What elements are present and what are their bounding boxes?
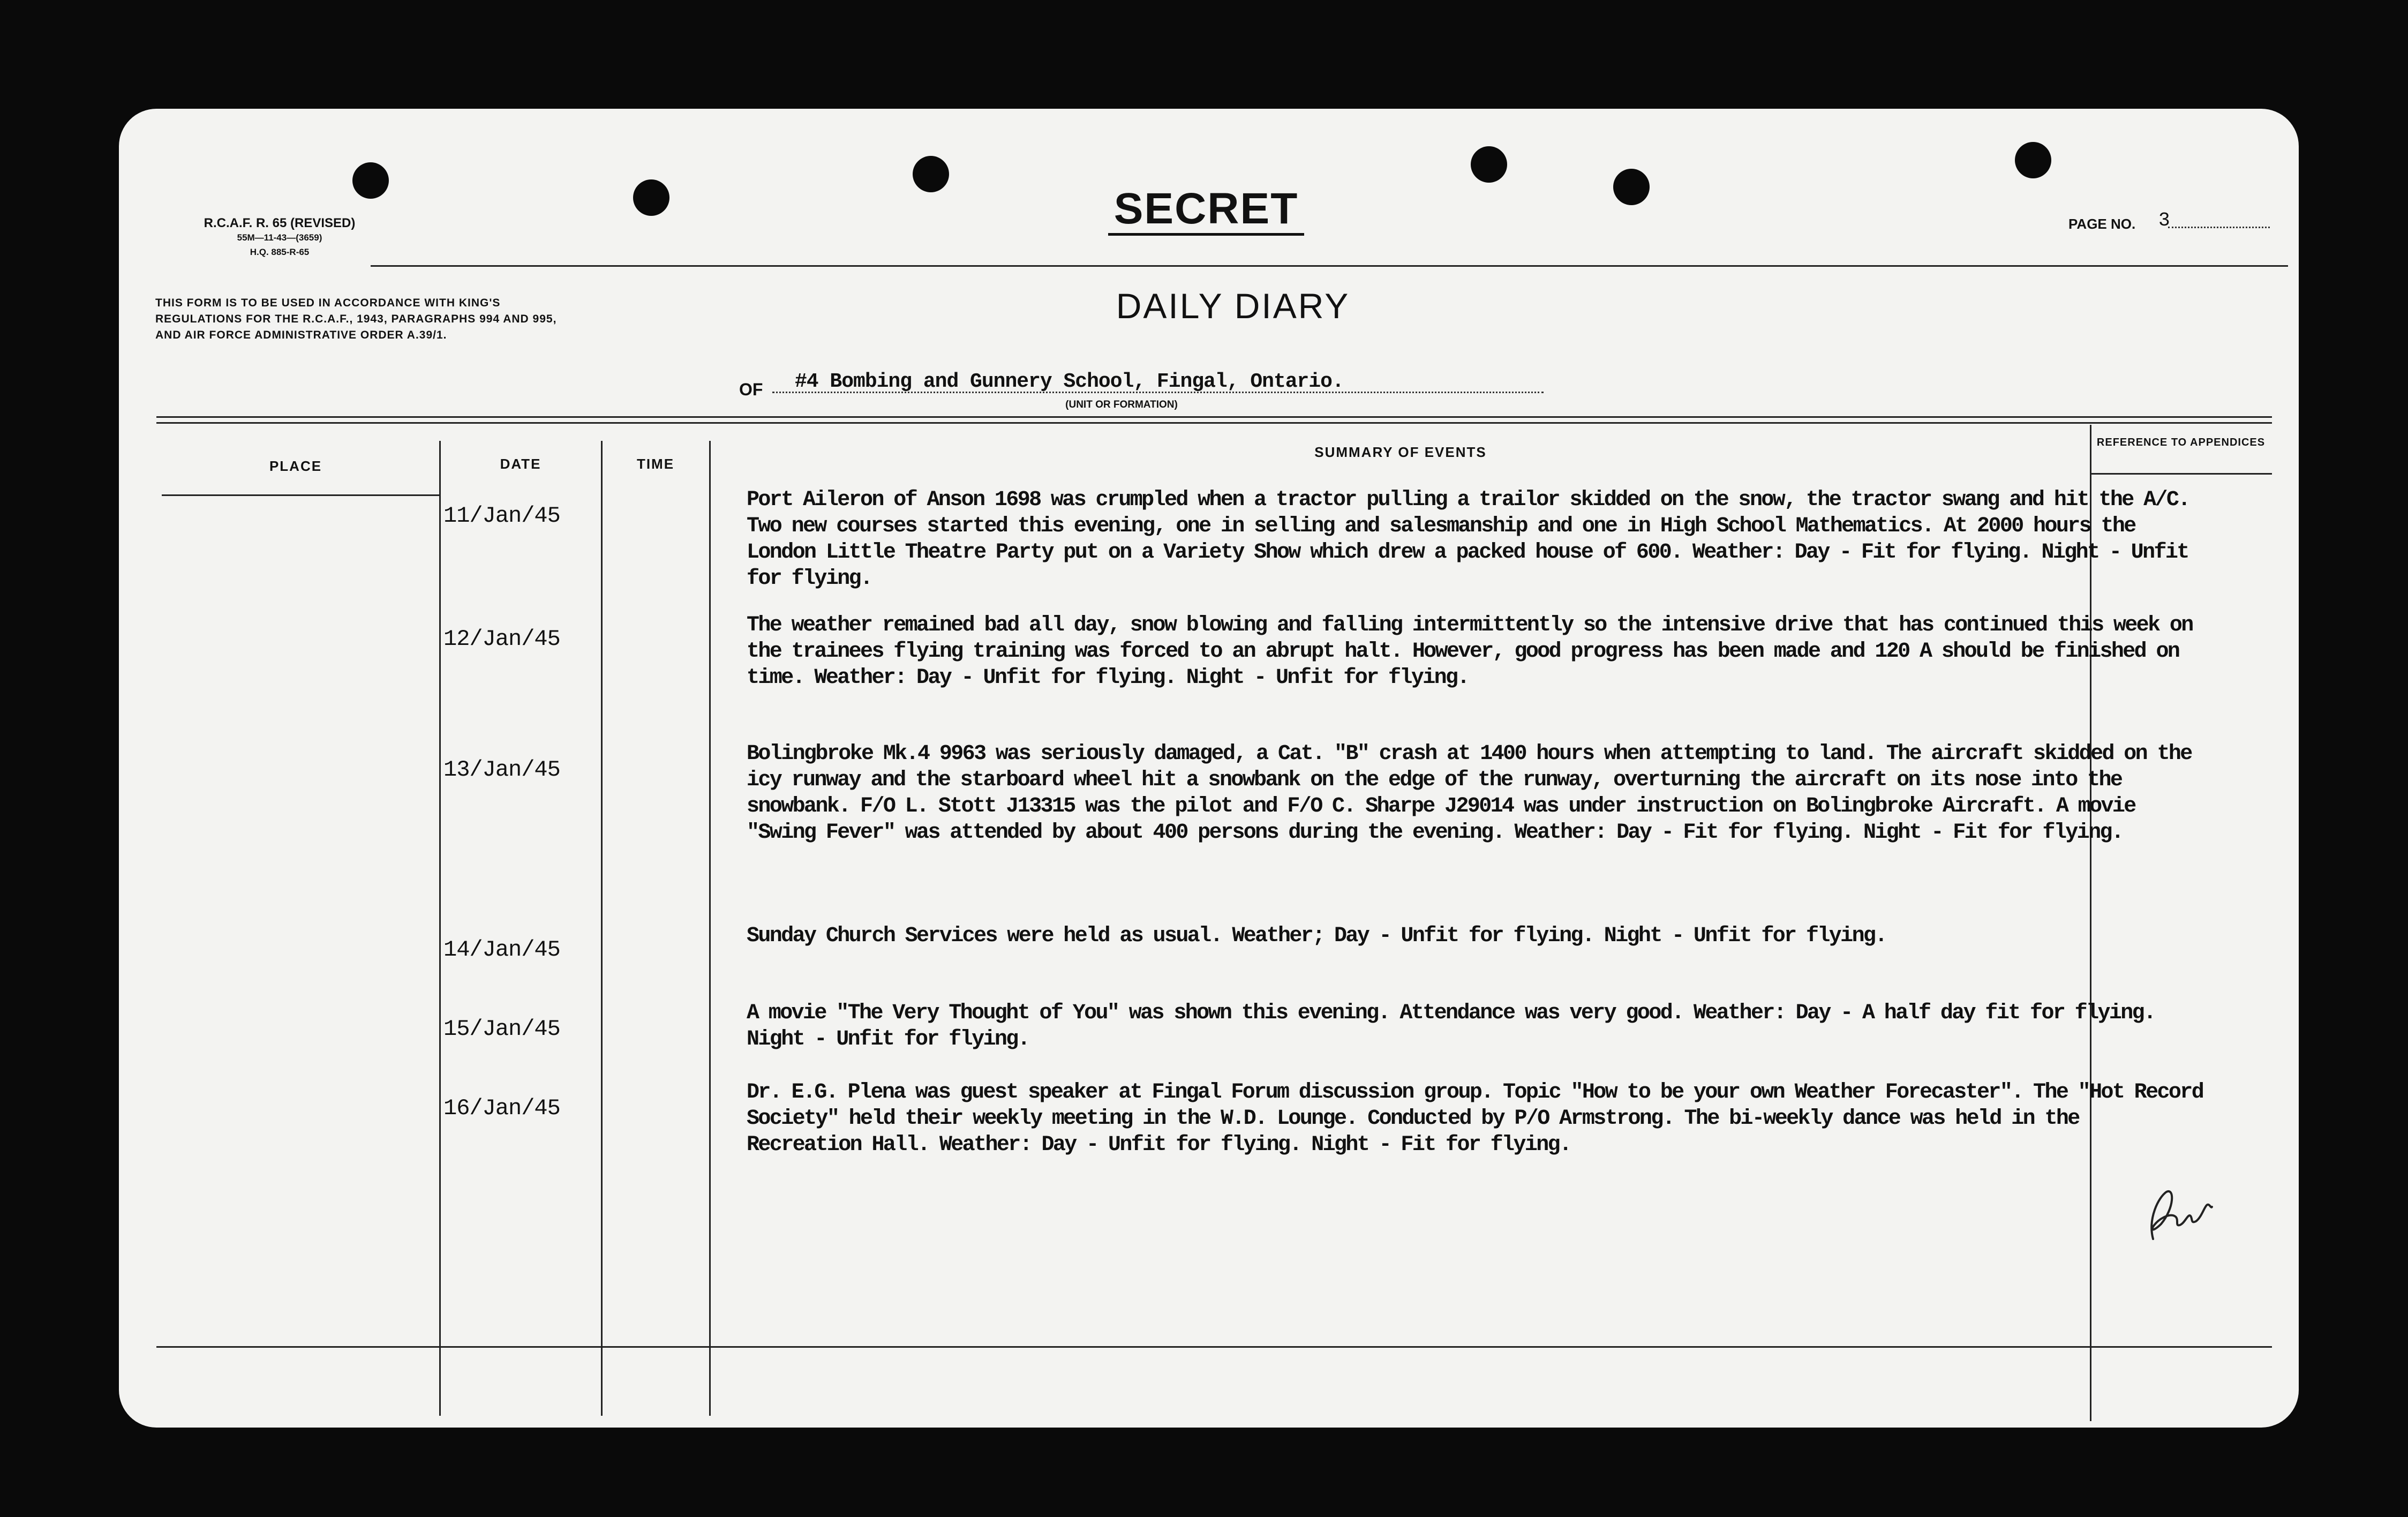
entry-date: 13/Jan/45 <box>443 757 560 783</box>
entry-date: 14/Jan/45 <box>443 937 560 963</box>
column-header-reference: REFERENCE TO APPENDICES <box>2096 437 2266 448</box>
table-top-rule <box>156 416 2272 418</box>
punch-hole <box>1613 169 1650 205</box>
column-header-summary: SUMMARY OF EVENTS <box>1314 444 1487 460</box>
column-divider <box>709 441 711 1416</box>
handwritten-initials-icon <box>2137 1176 2217 1245</box>
entry-date: 11/Jan/45 <box>443 503 560 529</box>
column-header-time: TIME <box>636 456 675 472</box>
hq-reference: H.Q. 885-R-65 <box>250 247 310 257</box>
entry-date: 15/Jan/45 <box>443 1016 560 1042</box>
table-bottom-rule <box>156 1346 2272 1348</box>
entry-date: 12/Jan/45 <box>443 626 560 652</box>
entry-summary: Sunday Church Services were held as usual. Weather; Day - Unfit for flying. Night - Unfit for flying. <box>747 924 1886 948</box>
header-rule <box>371 265 2288 267</box>
punch-hole <box>1471 146 1507 183</box>
form-reference <box>167 216 392 259</box>
column-header-date: DATE <box>500 456 541 472</box>
form-number: R.C.A.F. R. 65 (REVISED) <box>204 216 356 230</box>
form-instruction: THIS FORM IS TO BE USED IN ACCORDANCE WITH KING'S REGULATIONS FOR THE R.C.A.F., 1943, PARAGRAPHS 994 AND 995, AND AIR FORCE ADMINISTRATIVE ORDER A.39/1. <box>155 297 557 341</box>
entry-date: 16/Jan/45 <box>443 1095 560 1121</box>
entry-summary: Bolingbroke Mk.4 9963 was seriously damaged, a Cat. "B" crash at 1400 hours when attempting to land. The aircraft skidded on the icy runway and the starboard wheel hit a snowbank on the edge of the runway, overturning the aircraft on its nose into the snowbank. F/O L. Stott J13315 was the pilot and F/O C. Sharpe J29014 was under instruction on Bolingbroke Aircraft. A movie "Swing Fever" was attended by about 400 persons during the evening. Weather: Day - Fit for flying. Night - Fit for flying. <box>747 742 2192 845</box>
entry-summary: The weather remained bad all day, snow blowing and falling intermittently so the intensive drive that has continued this week on the trainees flying training was forced to an abrupt halt. However, good progress has been made and 120 A should be finished on time. Weather: Day - Unfit for flying. Night - Unfit for flying. <box>747 613 2193 690</box>
punch-hole <box>2015 142 2051 178</box>
unit-name: #4 Bombing and Gunnery School, Fingal, Ontario. <box>795 370 1344 393</box>
print-code: 55M—11-43—(3659) <box>237 232 322 243</box>
column-divider <box>601 441 603 1416</box>
punch-hole <box>633 179 669 216</box>
classification-underline <box>1108 233 1304 236</box>
unit-caption: (UNIT OR FORMATION) <box>1065 399 1178 410</box>
punch-hole <box>913 156 949 192</box>
unit-of-label: OF <box>739 380 763 399</box>
diary-sheet <box>119 109 2299 1428</box>
entry-summary: Dr. E.G. Plena was guest speaker at Fingal Forum discussion group. Topic "How to be your own Weather Forecaster". The "Hot Record Society" held their weekly meeting in the W.D. Lounge. Conducted by P/O Armstrong. The bi-weekly dance was held in the Recreation Hall. Weather: Day - Unfit for flying. Night - Fit for flying. <box>747 1080 2203 1157</box>
page-number-label: PAGE NO. <box>2068 216 2136 232</box>
table-top-rule-2 <box>156 422 2272 424</box>
entry-summary: Port Aileron of Anson 1698 was crumpled when a tractor pulling a trailor skidded on the snow, the tractor swang and hit the A/C. Two new courses started this evening, one in selling and salesmanship and one in High School Mathematics. At 2000 hours the London Little Theatre Party put on a Variety Show which drew a packed house of 600. Weather: Day - Fit for flying. Night - Unfit for flying. <box>747 488 2189 591</box>
classification-heading: SECRET <box>1113 184 1299 233</box>
punch-hole <box>352 162 389 199</box>
page-title: DAILY DIARY <box>1116 286 1350 326</box>
reference-header-rule <box>2090 473 2272 475</box>
place-header-rule <box>162 494 440 496</box>
column-divider <box>439 441 441 1416</box>
page-number: 3 <box>2158 209 2170 231</box>
entry-summary: A movie "The Very Thought of You" was shown this evening. Attendance was very good. Weather: Day - A half day fit for flying. Night - Unfit for flying. <box>747 1001 2155 1052</box>
column-header-place: PLACE <box>269 458 322 474</box>
page-number-line <box>2168 227 2270 228</box>
unit-name-line <box>772 392 1544 393</box>
